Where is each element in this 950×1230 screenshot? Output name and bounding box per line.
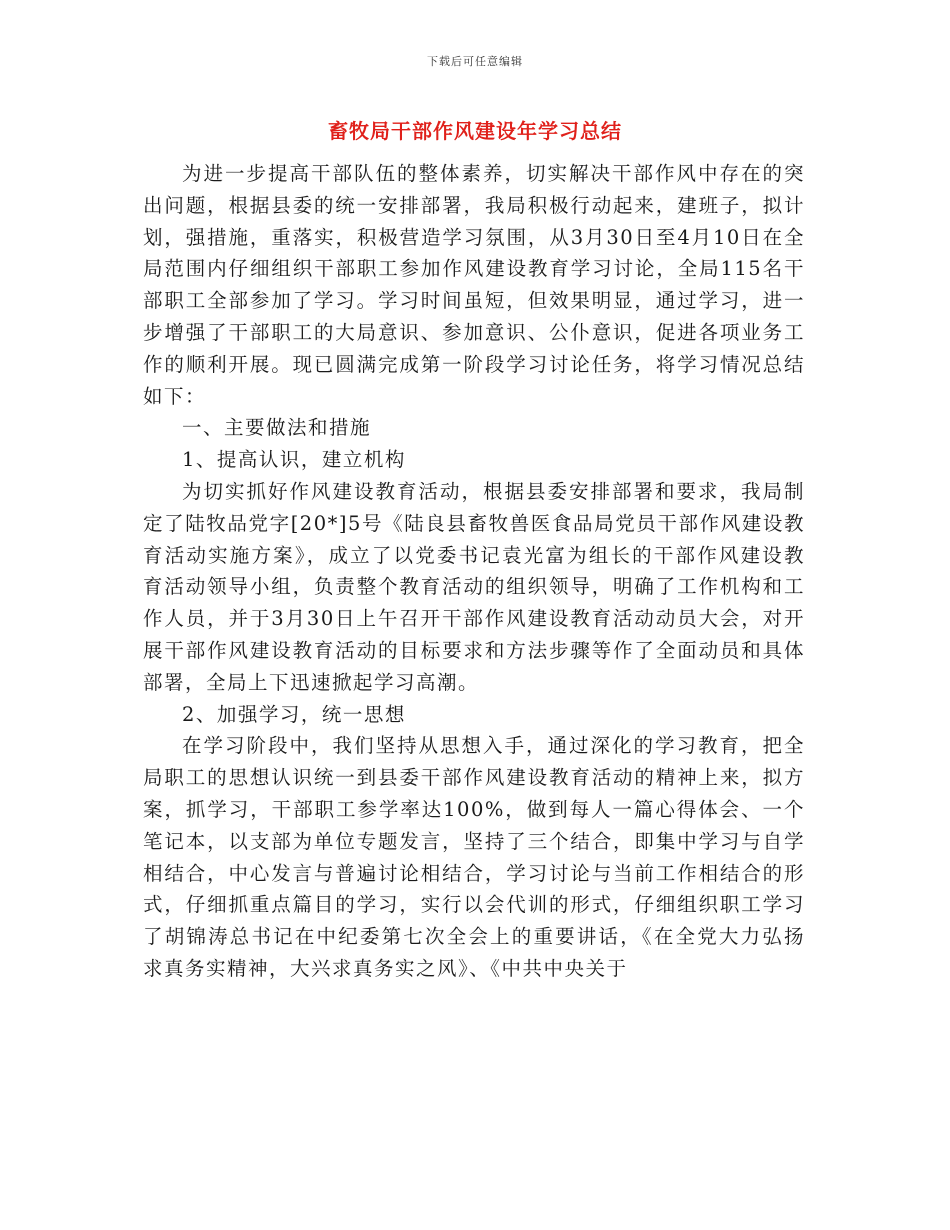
subsection-heading-2: 2、加强学习，统一思想 xyxy=(182,702,406,726)
document-body xyxy=(143,158,805,985)
intro-paragraph: 为进一步提高干部队伍的整体素养，切实解决干部作风中存在的突出问题，根据县委的统一安排部署，我局积极行动起来，建班子，拟计划，强措施，重落实，积极营造学习氛围，从3月30日至4月10日在全局范围内仔细组织干部职工参加作风建设教育学习讨论，全局115名干部职工全部参加了学习。学习时间虽短，但效果明显，通过学习，进一步增强了干部职工的大局意识、参加意识、公仆意识，促进各项业务工作的顺利开展。现已圆满完成第一阶段学习讨论任务，将学习情况总结如下： xyxy=(143,162,805,408)
document-title: 畜牧局干部作风建设年学习总结 xyxy=(328,119,622,143)
page-header: 下载后可任意编辑 xyxy=(427,55,523,68)
subsection-heading-1: 1、提高认识，建立机构 xyxy=(182,448,406,472)
subsection-paragraph-1: 为切实抓好作风建设教育活动，根据县委安排部署和要求，我局制定了陆牧品党字[20*]5号《陆良县畜牧兽医食品局党员干部作风建设教育活动实施方案》，成立了以党委书记袁光富为组长的干部作风建设教育活动领导小组，负责整个教育活动的组织领导，明确了工作机构和工作人员，并于3月30日上午召开干部作风建设教育活动动员大会，对开展干部作风建设教育活动的目标要求和方法步骤等作了全面动员和具体部署，全局上下迅速掀起学习高潮。 xyxy=(143,479,805,694)
subsection-paragraph-2: 在学习阶段中，我们坚持从思想入手，通过深化的学习教育，把全局职工的思想认识统一到县委干部作风建设教育活动的精神上来，拟方案，抓学习，干部职工参学率达100%，做到每人一篇心得体会、一个笔记本，以支部为单位专题发言，坚持了三个结合，即集中学习与自学相结合，中心发言与普遍讨论相结合，学习讨论与当前工作相结合的形式，仔细抓重点篇目的学习，实行以会代训的形式，仔细组织职工学习了胡锦涛总书记在中纪委第七次全会上的重要讲话，《在全党大力弘扬求真务实精神，大兴求真务实之风》、《中共中央关于 xyxy=(143,734,805,980)
section-heading-1: 一、主要做法和措施 xyxy=(182,416,372,440)
